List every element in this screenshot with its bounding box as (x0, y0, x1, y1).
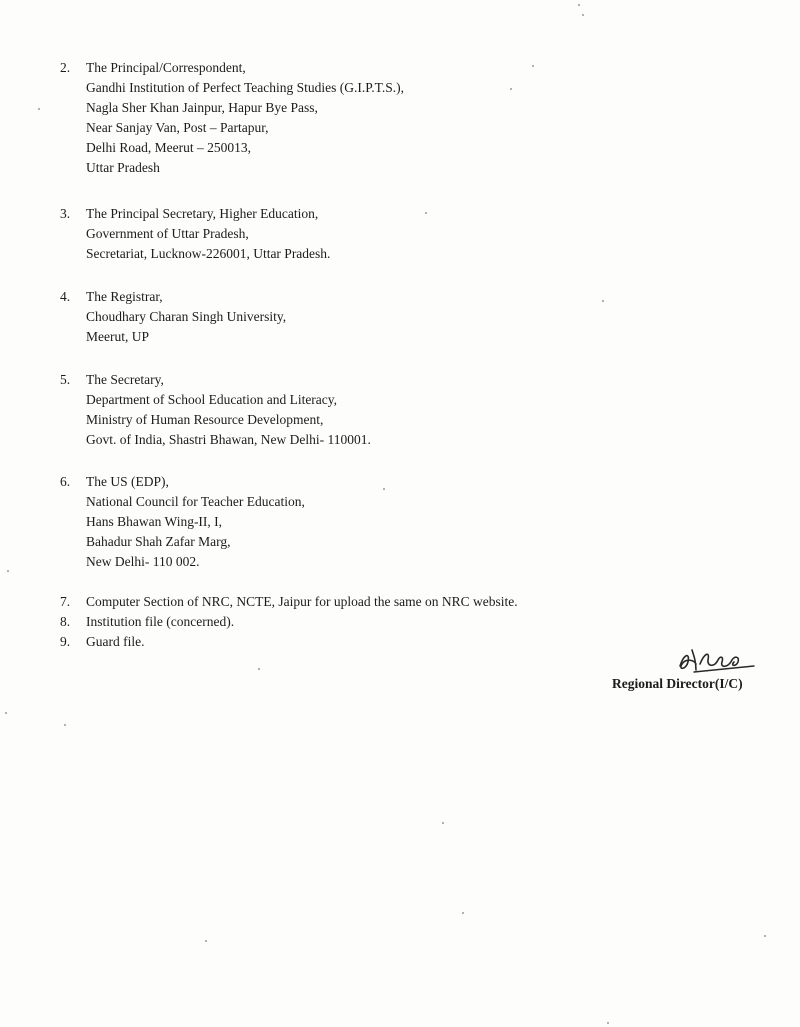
entry-number: 9. (60, 634, 71, 649)
scan-speck (607, 1022, 609, 1024)
entry-number: 7. (60, 594, 71, 609)
scan-speck (582, 14, 584, 16)
entry-line: Secretariat, Lucknow-226001, Uttar Pradesh. (86, 246, 331, 261)
scan-speck (462, 912, 464, 914)
signature-block (600, 640, 780, 700)
entry-line: Bahadur Shah Zafar Marg, (86, 534, 231, 549)
scan-speck (532, 65, 534, 67)
scan-speck (510, 88, 512, 90)
scan-speck (442, 822, 444, 824)
entry-line: Hans Bhawan Wing-II, I, (86, 514, 223, 529)
entry-number: 4. (60, 289, 71, 304)
entry-line: Department of School Education and Literacy, (86, 392, 338, 407)
scan-speck (602, 300, 604, 302)
entry-line: The Registrar, (86, 289, 163, 304)
entry-line: Computer Section of NRC, NCTE, Jaipur for upload the same on NRC website. (86, 594, 518, 609)
entry-line: Gandhi Institution of Perfect Teaching Studies (G.I.P.T.S.), (86, 80, 405, 95)
entry-line: Uttar Pradesh (86, 160, 160, 175)
entry-number: 6. (60, 474, 71, 489)
handwritten-signature (674, 640, 764, 680)
entry-number: 5. (60, 372, 71, 387)
scan-speck (258, 668, 260, 670)
scan-speck (578, 4, 580, 6)
entry-line: National Council for Teacher Education, (86, 494, 305, 509)
entry-line: Institution file (concerned). (86, 614, 235, 629)
entry-line: Govt. of India, Shastri Bhawan, New Delhi- 110001. (86, 432, 371, 447)
entry-line: The Principal/Correspondent, (86, 60, 246, 75)
scan-speck (64, 724, 66, 726)
scan-speck (764, 935, 766, 937)
scan-speck (38, 108, 40, 110)
entry-line: Government of Uttar Pradesh, (86, 226, 249, 241)
entry-line: Near Sanjay Van, Post – Partapur, (86, 120, 269, 135)
entry-number: 3. (60, 206, 71, 221)
entry-number: 2. (60, 60, 71, 75)
scan-speck (5, 712, 7, 714)
entry-line: Nagla Sher Khan Jainpur, Hapur Bye Pass, (86, 100, 318, 115)
entry-line: The Secretary, (86, 372, 164, 387)
entry-line: Delhi Road, Meerut – 250013, (86, 140, 251, 155)
signatory-designation: Regional Director(I/C) (612, 676, 743, 691)
entry-line: Guard file. (86, 634, 145, 649)
scan-speck (205, 940, 207, 942)
entry-line: New Delhi- 110 002. (86, 554, 200, 569)
entry-line: The US (EDP), (86, 474, 169, 489)
entry-line: Meerut, UP (86, 329, 149, 344)
scan-speck (7, 570, 9, 572)
scan-speck (425, 212, 427, 214)
scan-speck (383, 488, 385, 490)
entry-number: 8. (60, 614, 71, 629)
entry-line: The Principal Secretary, Higher Education, (86, 206, 319, 221)
entry-line: Ministry of Human Resource Development, (86, 412, 324, 427)
entry-line: Choudhary Charan Singh University, (86, 309, 287, 324)
